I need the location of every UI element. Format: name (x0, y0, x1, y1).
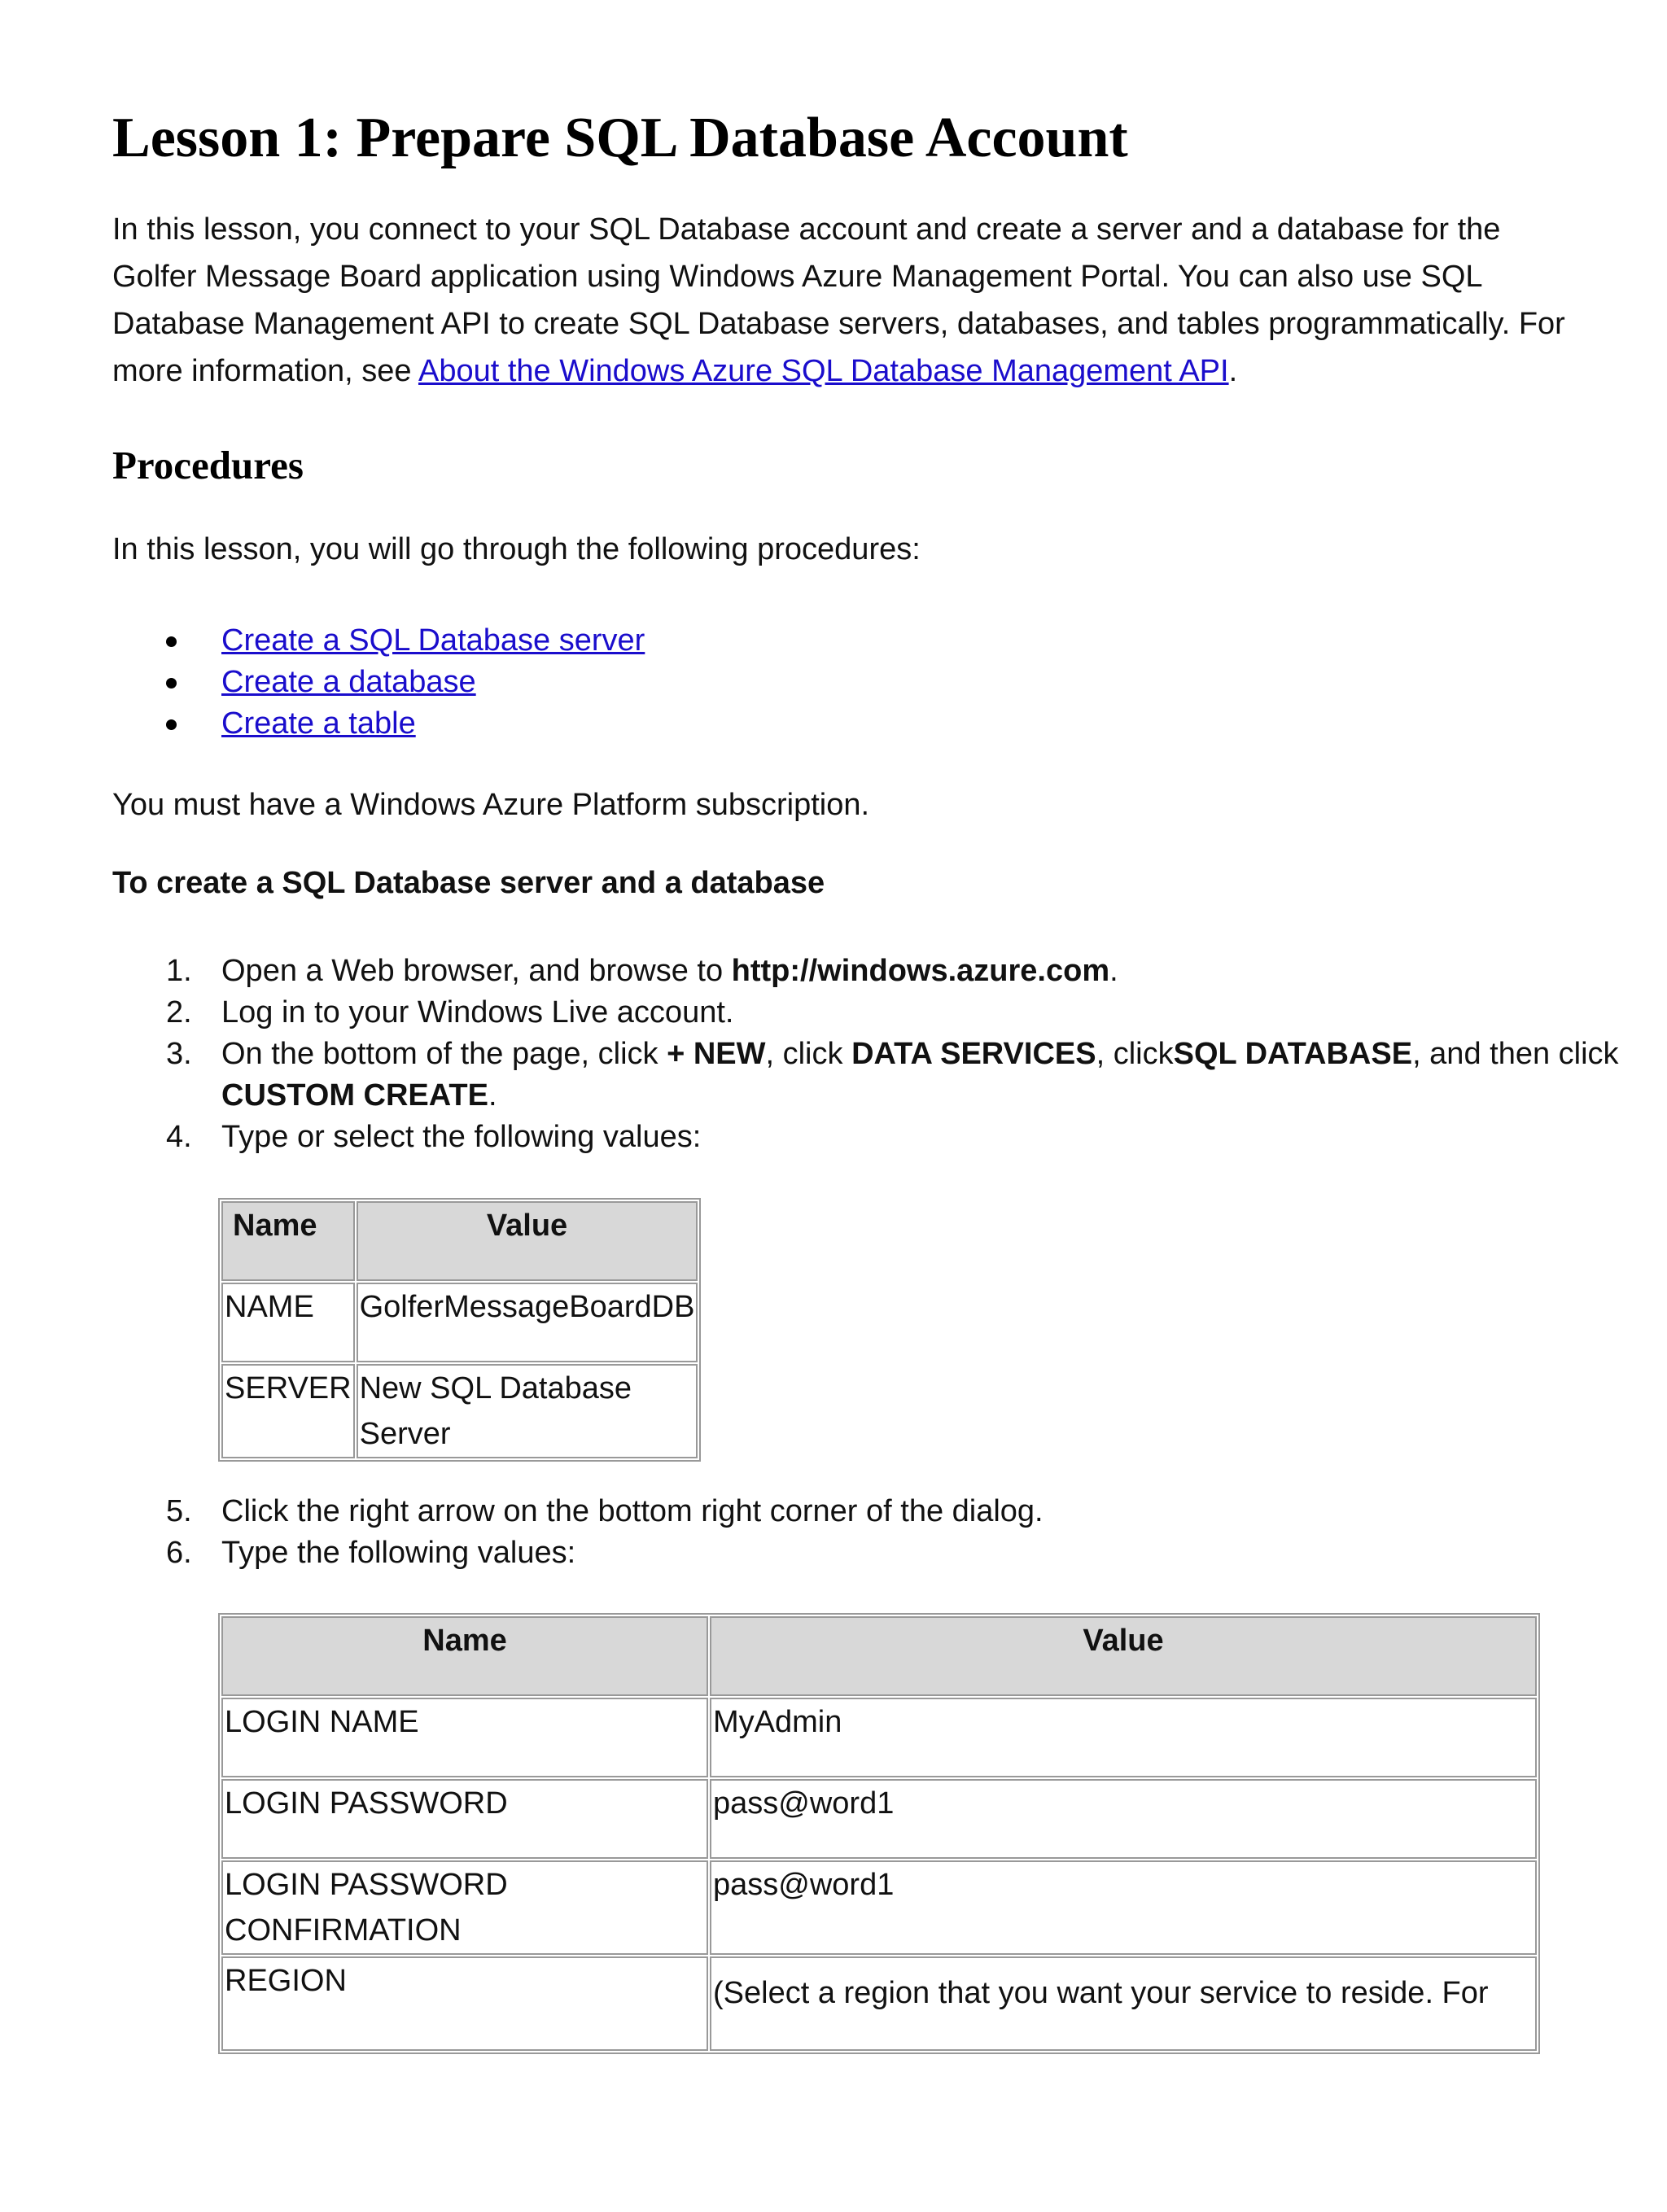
management-api-link[interactable]: About the Windows Azure SQL Database Management API (418, 354, 1229, 388)
table-row (221, 1860, 1537, 1955)
step-item (112, 1491, 1621, 1532)
cell-name: LOGIN PASSWORD (221, 1779, 708, 1859)
intro-paragraph (112, 206, 1577, 395)
cell-value: pass@word1 (710, 1779, 1537, 1859)
procedure-list (112, 620, 645, 745)
cell-name: LOGIN NAME (221, 1698, 708, 1777)
list-item (112, 703, 645, 745)
step-text: , click (765, 1037, 852, 1071)
step-number: 6. (166, 1536, 192, 1570)
step-text: , click (1096, 1037, 1174, 1071)
login-values-table (218, 1613, 1540, 2054)
cell-name: NAME (221, 1283, 355, 1362)
data-services-label: DATA SERVICES (851, 1037, 1096, 1071)
step-item (112, 992, 1621, 1034)
cell-value: pass@word1 (710, 1860, 1537, 1955)
step-text: . (488, 1078, 497, 1113)
sql-database-label: SQL DATABASE (1173, 1037, 1413, 1071)
create-server-link[interactable]: Create a SQL Database server (221, 623, 645, 658)
procedures-heading: Procedures (112, 443, 304, 487)
create-table-link[interactable]: Create a table (221, 706, 416, 741)
bullet-icon (166, 719, 177, 730)
cell-value: New SQL Database Server (357, 1364, 698, 1458)
cell-value: MyAdmin (710, 1698, 1537, 1777)
step-item (112, 1034, 1621, 1117)
step-number: 2. (166, 995, 192, 1029)
database-values-table (218, 1198, 701, 1462)
step-item (112, 1117, 1621, 1158)
step-text: Open a Web browser, and browse to (221, 954, 732, 988)
column-header-value: Value (710, 1616, 1537, 1696)
step-item (112, 1532, 1621, 1574)
step-text: Type the following values: (221, 1536, 576, 1570)
table-header-row (221, 1616, 1537, 1696)
column-header-value: Value (357, 1201, 698, 1281)
list-item (112, 662, 645, 703)
step-text: On the bottom of the page, click (221, 1037, 667, 1071)
cell-name: SERVER (221, 1364, 355, 1458)
column-header-name: Name (221, 1201, 355, 1281)
list-item (112, 620, 645, 662)
step-item (112, 951, 1621, 992)
step-text: , and then click (1412, 1037, 1619, 1071)
step-number: 1. (166, 954, 192, 988)
steps-list-1 (112, 951, 1621, 1158)
step-text: Click the right arrow on the bottom right corner of the dialog. (221, 1494, 1044, 1528)
table-row (221, 1364, 698, 1458)
new-label: + NEW (667, 1037, 766, 1071)
page-title: Lesson 1: Prepare SQL Database Account (112, 107, 1128, 169)
cell-name: LOGIN PASSWORD CONFIRMATION (221, 1860, 708, 1955)
azure-url: http://windows.azure.com (731, 954, 1110, 988)
step-number: 3. (166, 1037, 192, 1071)
table-row (221, 1283, 698, 1362)
subscription-note: You must have a Windows Azure Platform subscription. (112, 788, 870, 822)
step-text: Type or select the following values: (221, 1120, 702, 1154)
bullet-icon (166, 678, 177, 689)
table-row (221, 1698, 1537, 1777)
column-header-name: Name (221, 1616, 708, 1696)
bullet-icon (166, 636, 177, 647)
intro-end: . (1228, 354, 1238, 388)
step-number: 5. (166, 1494, 192, 1528)
step-text: Log in to your Windows Live account. (221, 995, 734, 1029)
procedures-intro: In this lesson, you will go through the following procedures: (112, 532, 921, 566)
cell-name: REGION (221, 1956, 708, 2051)
table-header-row (221, 1201, 698, 1281)
cell-value: (Select a region that you want your service to reside. For (710, 1956, 1537, 2051)
step-text: . (1109, 954, 1118, 988)
table-row (221, 1956, 1537, 2051)
custom-create-label: CUSTOM CREATE (221, 1078, 488, 1113)
intro-text: In this lesson, you connect to your SQL Database account and create a server and a database for the Golfer Message Board application using Windows Azure Management Portal. You can also use SQL Database Management API to create SQL Database servers, databases, and tables programmatically. For more information, see (112, 212, 1565, 388)
create-database-link[interactable]: Create a database (221, 665, 476, 699)
step-number: 4. (166, 1120, 192, 1154)
cell-value: GolferMessageBoardDB (357, 1283, 698, 1362)
section-heading: To create a SQL Database server and a database (112, 866, 825, 900)
steps-list-2 (112, 1491, 1621, 1574)
table-row (221, 1779, 1537, 1859)
